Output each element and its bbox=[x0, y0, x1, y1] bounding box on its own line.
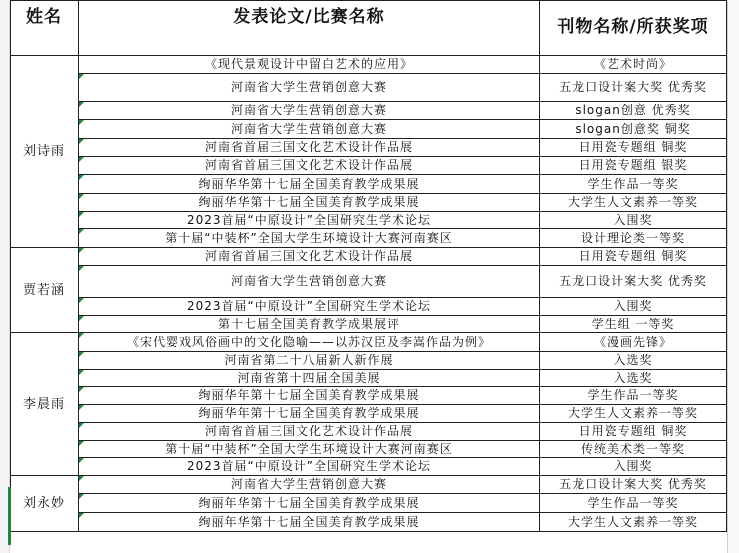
paper-cell[interactable]: 绚丽华华第十七届全国美育教学成果展 bbox=[79, 175, 540, 194]
student-name-cell[interactable]: 李晨雨 bbox=[10, 333, 79, 476]
cell-flag-icon bbox=[79, 229, 84, 234]
award-cell[interactable]: slogan创意 优秀奖 bbox=[540, 102, 727, 120]
award-cell[interactable]: 大学生人文素养一等奖 bbox=[540, 405, 727, 423]
paper-cell[interactable]: 河南省首届三国文化艺术设计作品展 bbox=[79, 423, 540, 441]
paper-cell[interactable]: 《宋代婴戏风俗画中的文化隐喻——以苏汉臣及李嵩作品为例》 bbox=[79, 333, 540, 352]
selected-cell-indicator bbox=[8, 487, 11, 545]
award-cell[interactable]: 学生作品一等奖 bbox=[540, 494, 727, 513]
award-cell[interactable]: 五龙口设计案大奖 优秀奖 bbox=[540, 74, 727, 102]
cell-flag-icon bbox=[79, 74, 84, 79]
award-cell[interactable]: 五龙口设计案大奖 优秀奖 bbox=[540, 266, 727, 298]
header-award[interactable]: 刊物名称/所获奖项 bbox=[540, 0, 727, 56]
paper-cell[interactable]: 绚丽华年第十七届全国美育教学成果展 bbox=[79, 405, 540, 423]
header-name[interactable]: 姓名 bbox=[10, 0, 79, 56]
paper-cell[interactable]: 2023首届“中原设计”全国研究生学术论坛 bbox=[79, 458, 540, 476]
award-cell[interactable]: 五龙口设计案大奖 优秀奖 bbox=[540, 476, 727, 494]
paper-cell[interactable]: 第十七届全国美育教学成果展评 bbox=[79, 316, 540, 333]
paper-cell[interactable]: 河南省大学生营销创意大赛 bbox=[79, 74, 540, 102]
cell-flag-icon bbox=[79, 441, 84, 446]
paper-cell[interactable]: 河南省大学生营销创意大赛 bbox=[79, 476, 540, 494]
next-column-strip bbox=[727, 0, 739, 553]
cell-flag-icon bbox=[79, 333, 84, 338]
cell-flag-icon bbox=[79, 352, 84, 357]
paper-cell[interactable]: 河南省大学生营销创意大赛 bbox=[79, 266, 540, 298]
cell-flag-icon bbox=[79, 370, 84, 375]
cell-flag-icon bbox=[79, 405, 84, 410]
paper-cell[interactable]: 2023首届“中原设计”全国研究生学术论坛 bbox=[79, 298, 540, 316]
paper-cell[interactable]: 河南省大学生营销创意大赛 bbox=[79, 120, 540, 139]
cell-flag-icon bbox=[79, 120, 84, 125]
paper-cell[interactable]: 第十届“中装杯”全国大学生环境设计大赛河南赛区 bbox=[79, 441, 540, 458]
paper-cell[interactable]: 河南省大学生营销创意大赛 bbox=[79, 102, 540, 120]
award-cell[interactable]: 《艺术时尚》 bbox=[540, 56, 727, 74]
award-cell[interactable]: 学生组 一等奖 bbox=[540, 316, 727, 333]
paper-cell[interactable]: 绚丽年华第十七届全国美育教学成果展 bbox=[79, 494, 540, 513]
award-cell[interactable]: 设计理论类一等奖 bbox=[540, 229, 727, 248]
paper-cell[interactable]: 河南省第十四届全国美展 bbox=[79, 370, 540, 387]
cell-flag-icon bbox=[79, 423, 84, 428]
paper-cell[interactable]: 河南省首届三国文化艺术设计作品展 bbox=[79, 157, 540, 175]
cell-flag-icon bbox=[79, 494, 84, 499]
award-cell[interactable]: 日用瓷专题组 铜奖 bbox=[540, 248, 727, 266]
award-cell[interactable]: 《漫画先锋》 bbox=[540, 333, 727, 352]
cell-flag-icon bbox=[79, 316, 84, 321]
paper-cell[interactable]: 绚丽华年第十七届全国美育教学成果展 bbox=[79, 387, 540, 405]
paper-cell[interactable]: 第十届“中装杯”全国大学生环境设计大赛河南赛区 bbox=[79, 229, 540, 248]
award-cell[interactable]: 日用瓷专题组 铜奖 bbox=[540, 423, 727, 441]
award-cell[interactable]: 学生作品一等奖 bbox=[540, 387, 727, 405]
award-cell[interactable]: 大学生人文素养一等奖 bbox=[540, 194, 727, 212]
cell-flag-icon bbox=[79, 175, 84, 180]
cell-flag-icon bbox=[79, 476, 84, 481]
cell-flag-icon bbox=[79, 298, 84, 303]
cell-flag-icon bbox=[79, 139, 84, 144]
paper-cell[interactable]: 绚丽年华第十七届全国美育教学成果展 bbox=[79, 513, 540, 532]
cell-flag-icon bbox=[79, 387, 84, 392]
cell-flag-icon bbox=[79, 266, 84, 271]
award-cell[interactable]: 入选奖 bbox=[540, 370, 727, 387]
student-name-cell[interactable]: 贾若涵 bbox=[10, 248, 79, 333]
award-cell[interactable]: 大学生人文素养一等奖 bbox=[540, 513, 727, 532]
cell-flag-icon bbox=[79, 458, 84, 463]
award-cell[interactable]: slogan创意奖 铜奖 bbox=[540, 120, 727, 139]
cell-flag-icon bbox=[79, 194, 84, 199]
paper-cell[interactable]: 河南省首届三国文化艺术设计作品展 bbox=[79, 248, 540, 266]
paper-cell[interactable]: 绚丽华华第十七届全国美育教学成果展 bbox=[79, 194, 540, 212]
cell-flag-icon bbox=[79, 212, 84, 217]
award-cell[interactable]: 学生作品一等奖 bbox=[540, 175, 727, 194]
award-cell[interactable]: 入围奖 bbox=[540, 458, 727, 476]
paper-cell[interactable]: 河南省首届三国文化艺术设计作品展 bbox=[79, 139, 540, 157]
paper-cell[interactable]: 《现代景观设计中留白艺术的应用》 bbox=[79, 56, 540, 74]
award-cell[interactable]: 传统美术类一等奖 bbox=[540, 441, 727, 458]
award-cell[interactable]: 入选奖 bbox=[540, 352, 727, 370]
header-paper[interactable]: 发表论文/比赛名称 bbox=[79, 0, 540, 56]
award-cell[interactable]: 入围奖 bbox=[540, 298, 727, 316]
student-name-cell[interactable]: 刘永妙 bbox=[10, 476, 79, 532]
award-cell[interactable]: 入围奖 bbox=[540, 212, 727, 229]
row-header-strip bbox=[0, 0, 10, 553]
award-cell[interactable]: 日用瓷专题组 铜奖 bbox=[540, 139, 727, 157]
cell-flag-icon bbox=[79, 248, 84, 253]
award-cell[interactable]: 日用瓷专题组 银奖 bbox=[540, 157, 727, 175]
cell-flag-icon bbox=[79, 157, 84, 162]
cell-flag-icon bbox=[79, 513, 84, 518]
student-name-cell[interactable]: 刘诗雨 bbox=[10, 56, 79, 248]
paper-cell[interactable]: 2023首届“中原设计”全国研究生学术论坛 bbox=[79, 212, 540, 229]
cell-flag-icon bbox=[79, 102, 84, 107]
paper-cell[interactable]: 河南省第二十八届新人新作展 bbox=[79, 352, 540, 370]
